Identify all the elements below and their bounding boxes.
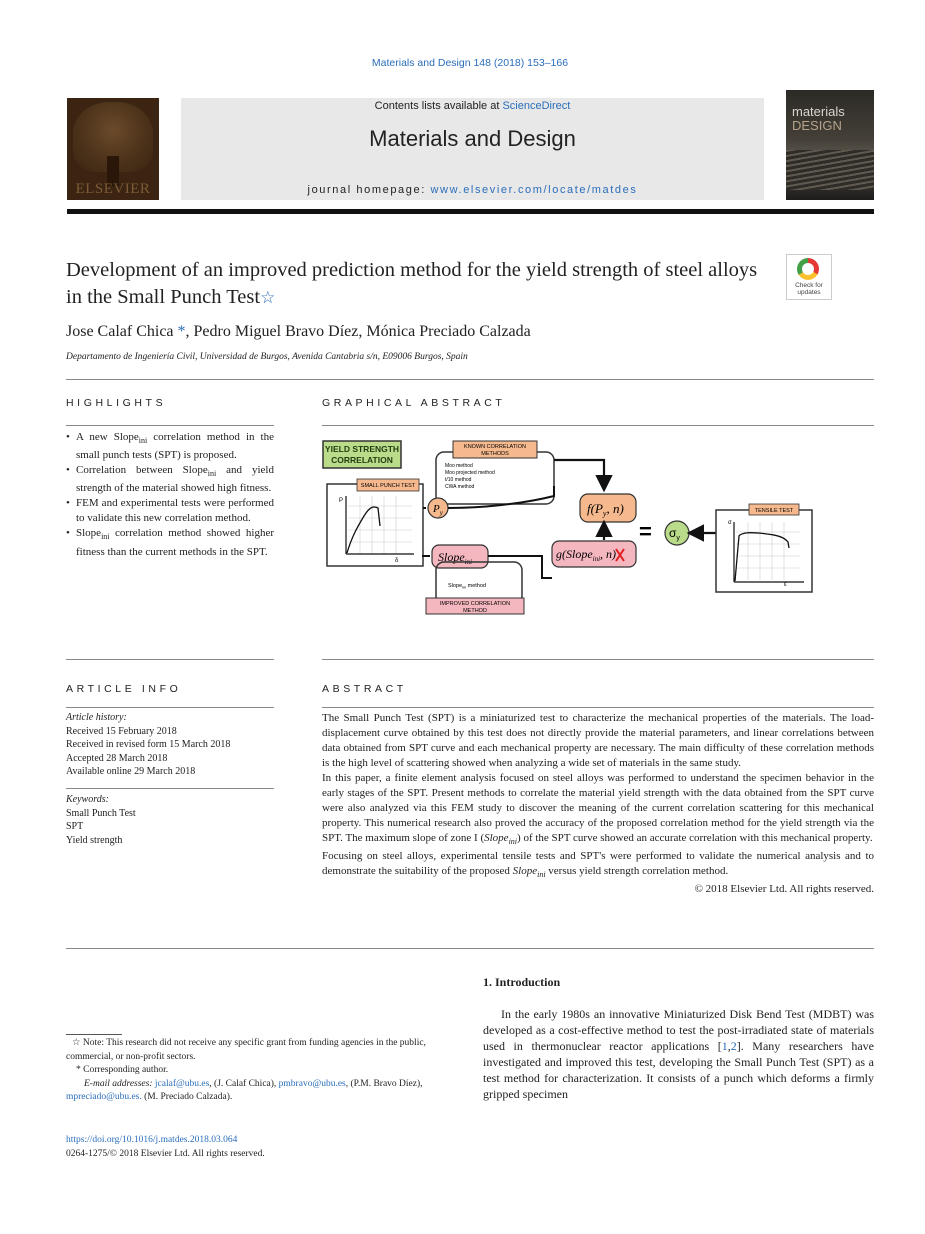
introduction-heading: 1. Introduction bbox=[483, 975, 561, 989]
history-accepted: Accepted 28 March 2018 bbox=[66, 752, 168, 764]
email-addresses-cont: mpreciado@ubu.es. (M. Preciado Calzada). bbox=[66, 1092, 233, 1102]
journal-homepage bbox=[181, 184, 764, 196]
header-rule bbox=[67, 209, 874, 214]
equals-sign: = bbox=[639, 519, 652, 544]
py-label: $P_y$ bbox=[433, 503, 443, 517]
funding-note: ☆ Note: This research did not receive any specific grant from funding agencies in the public, commercial, or non-profit sectors. bbox=[66, 1038, 426, 1062]
known-method: Moo projected method bbox=[445, 470, 495, 476]
f-function-label: $f(P_y$, n) bbox=[587, 501, 624, 518]
email-link[interactable]: mpreciado@ubu.es. bbox=[66, 1092, 142, 1102]
improved-box-line2: METHOD bbox=[463, 608, 487, 614]
journal-citation[interactable]: Materials and Design 148 (2018) 153–166 bbox=[371, 57, 569, 69]
email-addresses: E-mail addresses: jcalaf@ubu.es, (J. Calaf Chica), pmbravo@ubu.es, (P.M. Bravo Díez), bbox=[84, 1078, 423, 1089]
publisher-name: ELSEVIER bbox=[75, 181, 151, 197]
keywords bbox=[66, 793, 274, 847]
introduction-text: In the early 1980s an innovative Miniaturized Disk Bend Test (MDBT) was developed as a cost-effective method to test the post-irradiated state of materials used in thermonuclear reactor applications [1,2]. Many researchers have investigated and improved this test, developing the Small Punch Test (SPT) as a test method for characterization. It consists of a punch which deforms a firmly gripped specimen bbox=[483, 1007, 874, 1101]
journal-cover[interactable] bbox=[786, 90, 874, 200]
abstract-body bbox=[322, 711, 874, 897]
divider bbox=[66, 707, 274, 708]
known-method: CWA method bbox=[445, 484, 475, 490]
bookmark-icon bbox=[797, 258, 819, 280]
email-link[interactable]: jcalaf@ubu.es bbox=[154, 1078, 210, 1089]
tensile-label: TENSILE TEST bbox=[754, 508, 794, 514]
spt-axis-p: P bbox=[339, 498, 344, 504]
title-text: Development of an improved prediction method for the yield strength of steel alloys in the Small Punch Test bbox=[66, 259, 758, 308]
check-updates-label: Check for updates bbox=[795, 282, 823, 296]
highlights-heading: HIGHLIGHTS bbox=[66, 397, 167, 409]
copyright: © 2018 Elsevier Ltd. All rights reserved. bbox=[694, 883, 874, 896]
graphical-abstract-figure[interactable] bbox=[322, 436, 874, 616]
contents-prefix: Contents lists available at bbox=[374, 100, 503, 112]
ref-link[interactable]: 1 bbox=[721, 1039, 728, 1053]
keyword: Yield strength bbox=[66, 834, 123, 846]
tensile-axis-eps: ε bbox=[784, 582, 787, 588]
highlight-item: • A new Slope$_{ini}$ correlation method in the small punch tests (SPT) is proposed. bbox=[76, 430, 274, 463]
elsevier-logo bbox=[67, 98, 159, 200]
abstract-heading: ABSTRACT bbox=[322, 683, 407, 695]
graphical-abstract-heading: GRAPHICAL ABSTRACT bbox=[322, 397, 506, 409]
highlight-item: • FEM and experimental tests were performed to validate this new correlation method. bbox=[76, 496, 274, 526]
author-list bbox=[66, 323, 531, 341]
article-history bbox=[66, 711, 274, 779]
divider bbox=[322, 425, 874, 426]
spt-axis-delta: δ bbox=[395, 558, 399, 564]
homepage-prefix: journal homepage: bbox=[307, 184, 431, 196]
homepage-link[interactable]: www.elsevier.com/locate/matdes bbox=[430, 184, 638, 196]
divider bbox=[66, 948, 874, 949]
divider bbox=[66, 379, 874, 380]
abstract-paragraph: The Small Punch Test (SPT) is a miniaturized test to characterize the mechanical properties of the materials. The load-displacement curve obtained by this test does not directly provide the material parameters, and linear correlations between data obtained from SPT curve and each mechanical property are necessary. The main difficulty of these correlation methods is the high level of scattering showed when analyzing a wide set of materials in the same study. bbox=[322, 712, 874, 769]
keyword: Small Punch Test bbox=[66, 807, 136, 819]
email-link[interactable]: pmbravo@ubu.es bbox=[278, 1078, 346, 1089]
contents-line bbox=[181, 100, 764, 112]
footnote-star-icon: ☆ bbox=[72, 1038, 81, 1048]
footnotes bbox=[66, 1037, 458, 1105]
keyword: SPT bbox=[66, 821, 84, 832]
cover-title-2: DESIGN bbox=[792, 118, 842, 133]
issn: 0264-1275/© 2018 Elsevier Ltd. All rights reserved. bbox=[66, 1148, 265, 1159]
history-revised: Received in revised form 15 March 2018 bbox=[66, 739, 231, 750]
divider bbox=[66, 659, 274, 660]
authors-rest[interactable]: , Pedro Miguel Bravo Díez, Mónica Preciado Calzada bbox=[185, 323, 531, 340]
journal-title: Materials and Design bbox=[369, 126, 576, 151]
history-online: Available online 29 March 2018 bbox=[66, 766, 196, 777]
sciencedirect-link[interactable]: ScienceDirect bbox=[502, 100, 571, 112]
slope-method-label: Slope$_{ini}$ method bbox=[448, 583, 486, 590]
ref-link[interactable]: 2 bbox=[730, 1039, 737, 1053]
doi-link[interactable]: https://doi.org/10.1016/j.matdes.2018.03.064 bbox=[66, 1135, 238, 1145]
affiliation: Departamento de Ingeniería Civil, Universidad de Burgos, Avenida Cantabria s/n, E09006 Burgos, Spain bbox=[66, 352, 468, 362]
known-method: t/10 method bbox=[445, 477, 472, 483]
arrow bbox=[488, 556, 552, 578]
yield-box-line2: CORRELATION bbox=[331, 455, 393, 465]
known-box-line2: METHODS bbox=[481, 451, 509, 457]
title-footnote-star-icon[interactable]: ☆ bbox=[260, 288, 276, 308]
keywords-label: Keywords: bbox=[66, 794, 109, 805]
cover-title-1: materials bbox=[792, 104, 845, 119]
highlight-item: • Slope$_{ini}$ correlation method showed higher fitness than the current methods in the SPT. bbox=[76, 526, 274, 559]
corresponding-author-mark[interactable]: * bbox=[177, 323, 186, 340]
author-1[interactable]: Jose Calaf Chica bbox=[66, 323, 178, 340]
divider bbox=[66, 788, 274, 789]
highlight-item: • Correlation between Slope$_{ini}$ and yield strength of the material showed high fitness. bbox=[76, 463, 274, 496]
slope-ini-label: Slope$_{ini}$ bbox=[438, 550, 473, 566]
spt-label: SMALL PUNCH TEST bbox=[360, 483, 416, 489]
journal-banner bbox=[181, 98, 764, 200]
improved-box-line1: IMPROVED CORRELATION bbox=[439, 601, 511, 607]
known-box-line1: KNOWN CORRELATION bbox=[464, 444, 526, 450]
doi-block bbox=[66, 1134, 265, 1161]
history-label: Article history: bbox=[66, 712, 127, 723]
divider bbox=[66, 425, 274, 426]
known-method: Moo method bbox=[445, 463, 473, 469]
sigma-label: $\sigma_y$ bbox=[669, 526, 680, 542]
cover-image bbox=[786, 150, 874, 190]
footnote-rule bbox=[66, 1034, 122, 1035]
divider bbox=[322, 659, 874, 660]
corresponding-note: * Corresponding author. bbox=[76, 1065, 169, 1075]
check-for-updates-button[interactable] bbox=[786, 254, 832, 300]
article-title bbox=[66, 257, 776, 312]
arrow bbox=[554, 460, 604, 488]
article-info-heading: ARTICLE INFO bbox=[66, 683, 182, 695]
yield-box-line1: YIELD STRENGTH bbox=[324, 444, 400, 454]
tensile-axis-sigma: σ bbox=[728, 520, 732, 526]
g-function-label: g(Slope$_{ini}$, n) bbox=[556, 547, 617, 563]
abstract-paragraph: Focusing on steel alloys, experimental tensile tests and SPT's were performed to validate the numerical analysis and to demonstrate the suitability of the proposed Slope$_{ini}$ versus yield strength correlation method. bbox=[322, 850, 874, 880]
abstract-paragraph: In this paper, a finite element analysis focused on steel alloys was performed to understand the specimen behavior in the early stages of the SPT. Present methods to correlate the material yield strength with the data obtained from the SPT curve were also analyzed via this FEM study to discover the meaning of the current correlation scattering for this mechanical property. This numerical research also proved the accuracy of the proposed correlation method for the yield strength via the SPT. The maximum slope of zone I (Slope$_{ini}$) of the SPT curve showed an accurate correlation with this mechanical property. bbox=[322, 772, 874, 847]
highlights-list bbox=[66, 430, 274, 560]
divider bbox=[322, 707, 874, 708]
history-received: Received 15 February 2018 bbox=[66, 725, 177, 737]
